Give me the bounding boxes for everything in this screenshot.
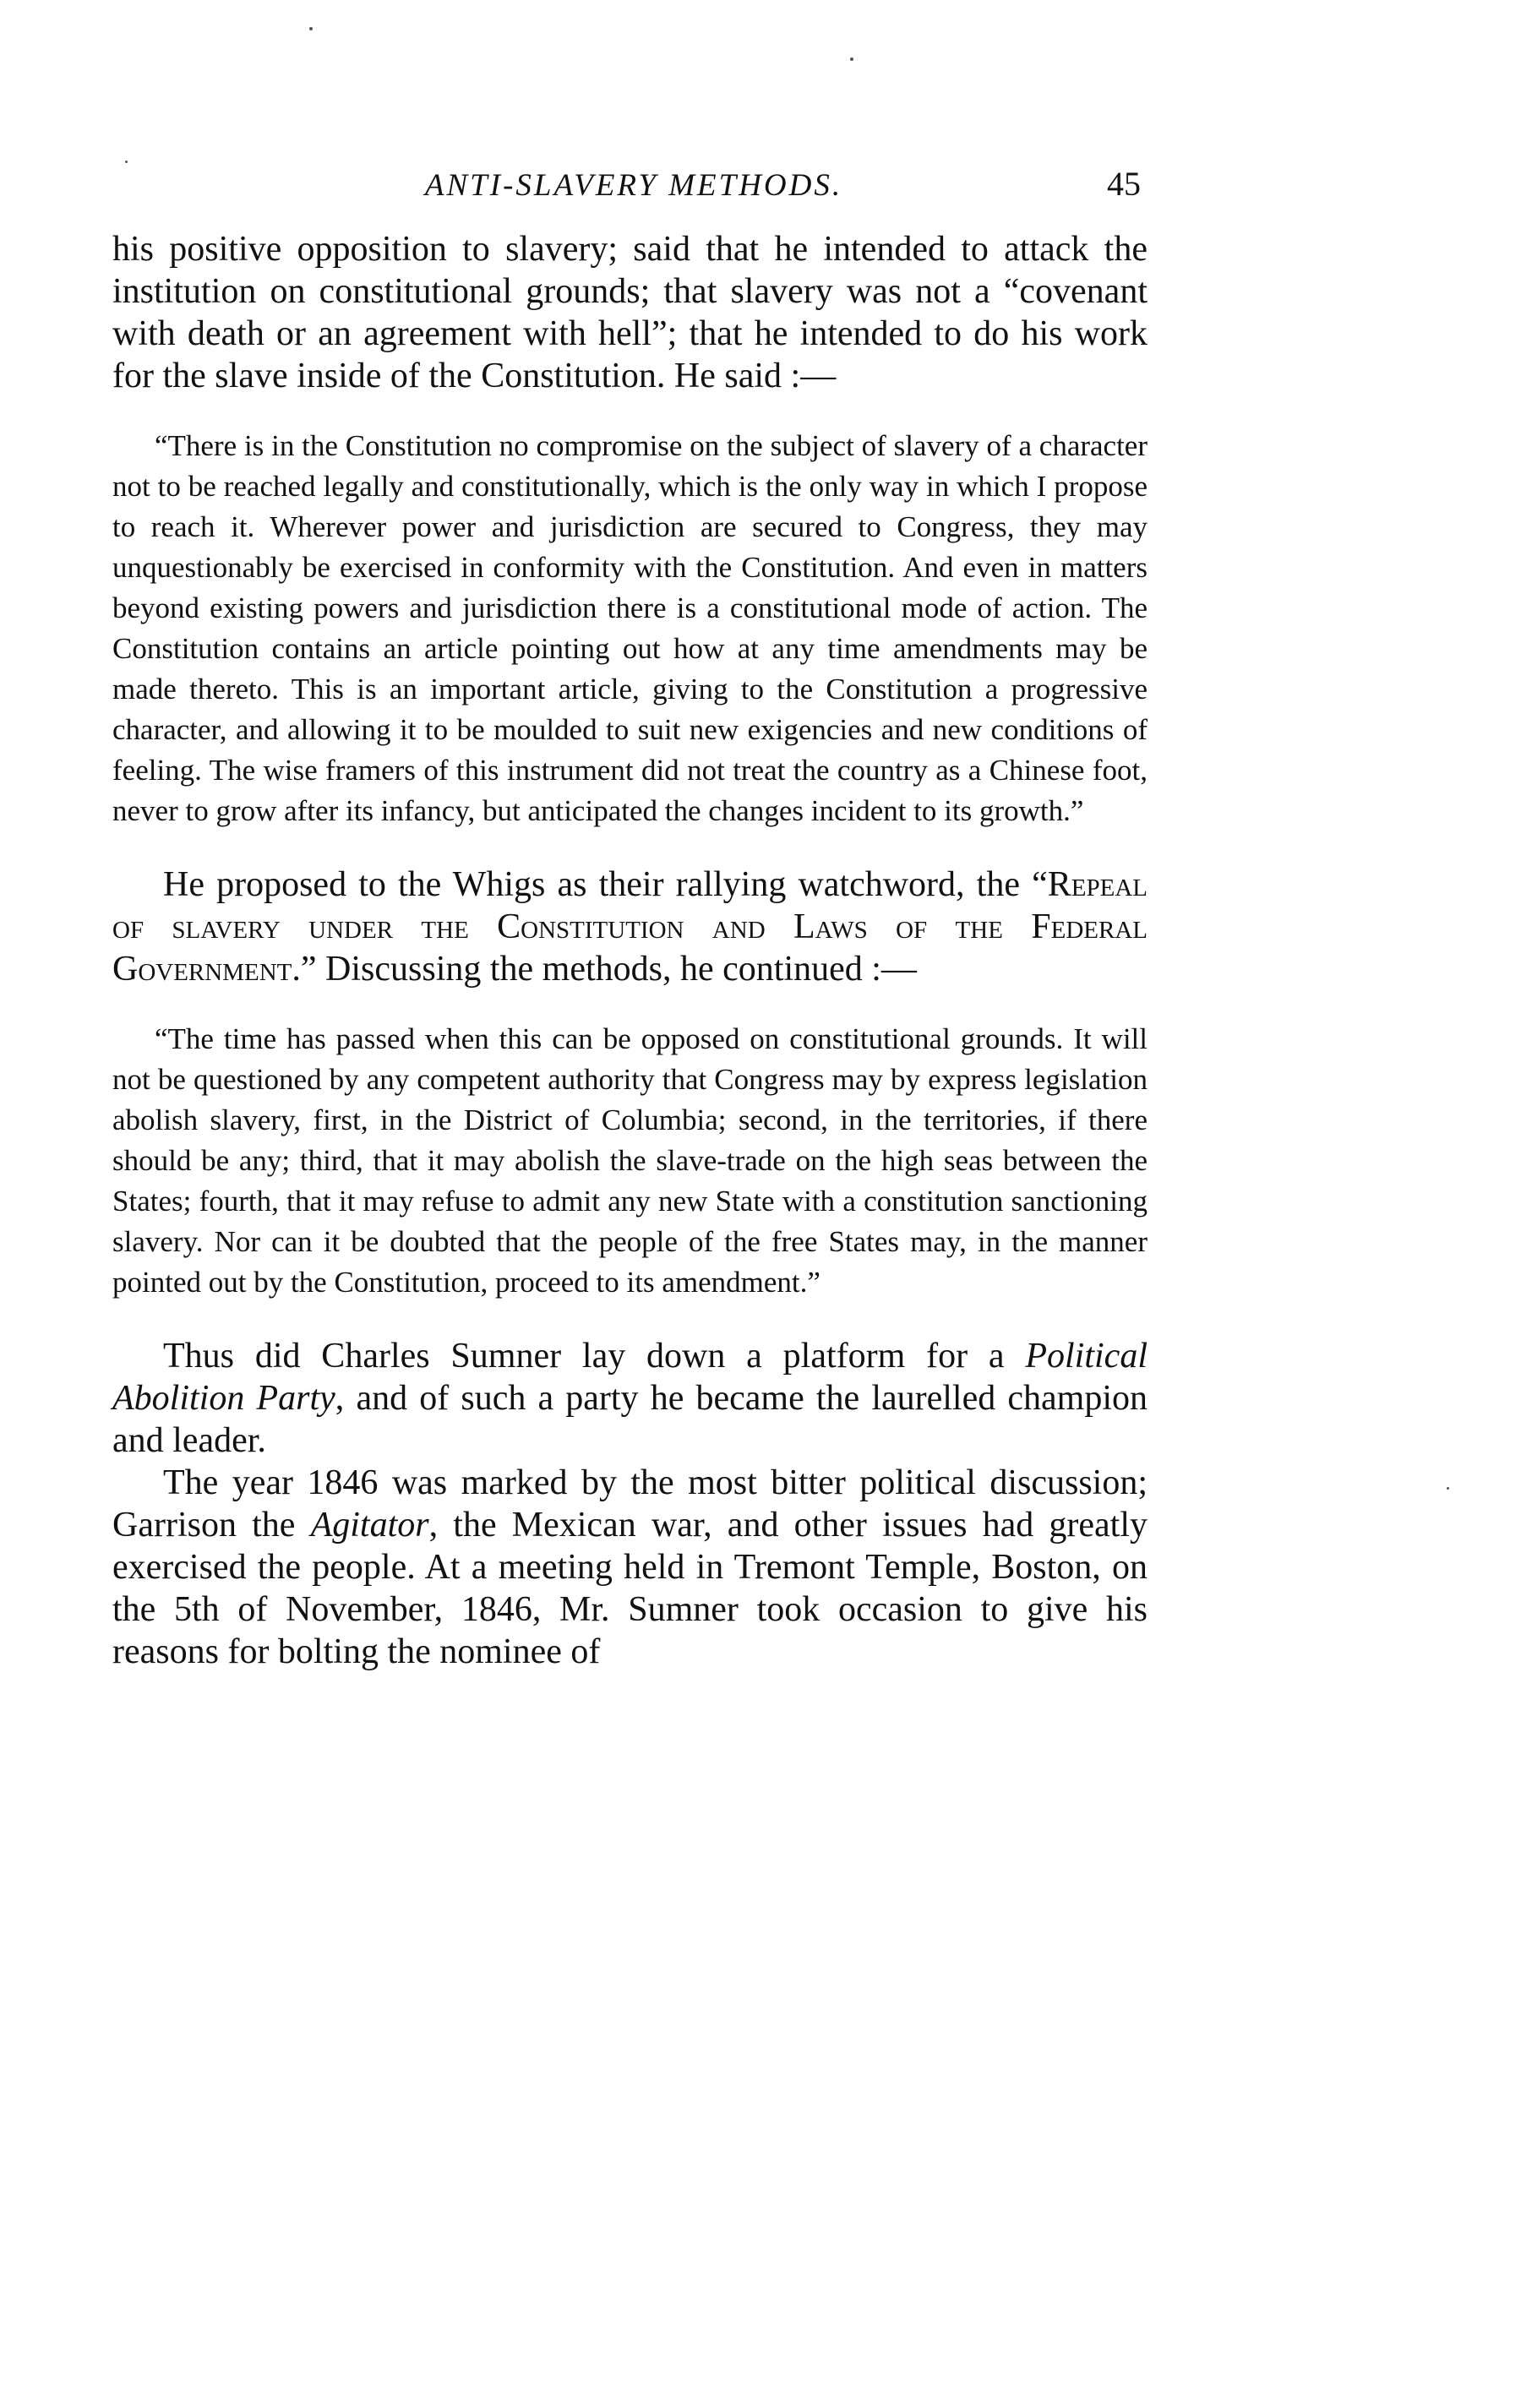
italic-political-abolition-party: Political Abolition Party	[112, 1337, 1148, 1418]
running-head	[110, 167, 1158, 215]
paragraph-watchword-lead: He proposed to the Whigs as their rallying watchword, the	[163, 865, 1033, 904]
paragraph-year-1846	[112, 1462, 1148, 1673]
paragraph-year-1846-tail: , the Mexican war, and other issues had greatly exercised the people. At a meeting held in Tremont Temple, Boston, on the 5th of November, 1846, Mr. Sumner took occasion to give his reasons for bolting the nominee of	[112, 1506, 1148, 1671]
paragraph-year-1846-lead: The year 1846 was marked by the most bitter political discussion; Garrison the	[112, 1463, 1148, 1544]
paragraph-watchword-tail: Discussing the methods, he continued :—	[316, 950, 917, 989]
watchword-small-caps: “Repeal of slavery under the Constitution and Laws of the Federal Government.”	[112, 865, 1148, 989]
paragraph-continuation: his positive opposition to slavery; said that he intended to attack the institution on constitutional grounds; that slavery was not a “covenant with death or an agreement with hell”; that he intended to do his work for the slave inside of the Constitution. He said :—	[112, 230, 1148, 395]
page-number: 45	[1107, 165, 1141, 203]
body-text	[112, 228, 1148, 1673]
paper-speck	[1447, 1487, 1449, 1490]
paragraph-platform-tail: , and of such a party he became the laurelled champion and leader.	[112, 1379, 1148, 1460]
paragraph-watchword	[112, 864, 1148, 990]
block-quote-methods: “The time has passed when this can be opposed on constitutional grounds. It will not be questioned by any competent authority that Congress may by express legislation abolish slavery, first, in the District of Columbia; second, in the territories, if there should be any; third, that it may abolish the slave-trade on the high seas between the States; fourth, that it may refuse to admit any new State with a constitution sanctioning slavery. Nor can it be doubted that the people of the free States may, in the manner pointed out by the Constitution, proceed to its amendment.”	[112, 1022, 1148, 1299]
paragraph-platform-lead: Thus did Charles Sumner lay down a platform for a	[163, 1337, 1026, 1376]
italic-agitator: Agitator	[310, 1506, 429, 1544]
running-title: ANTI-SLAVERY METHODS.	[424, 168, 843, 203]
paper-speck	[309, 27, 313, 30]
paper-speck	[125, 161, 128, 163]
paper-speck	[850, 57, 853, 61]
paragraph-platform	[112, 1335, 1148, 1462]
block-quote-constitution: “There is in the Constitution no compromise on the subject of slavery of a character not to be reached legally and constitutionally, which is the only way in which I propose to reach it. Wherever power and jurisdiction are secured to Congress, they may unquestionably be exercised in conformity with the Constitution. And even in matters beyond existing powers and jurisdiction there is a constitutional mode of action. The Constitution contains an article pointing out how at any time amendments may be made thereto. This is an important article, giving to the Constitution a progressive character, and allowing it to be moulded to suit new exigencies and new conditions of feeling. The wise framers of this instrument did not treat the country as a Chinese foot, never to grow after its infancy, but anticipated the changes incident to its growth.”	[112, 429, 1148, 827]
